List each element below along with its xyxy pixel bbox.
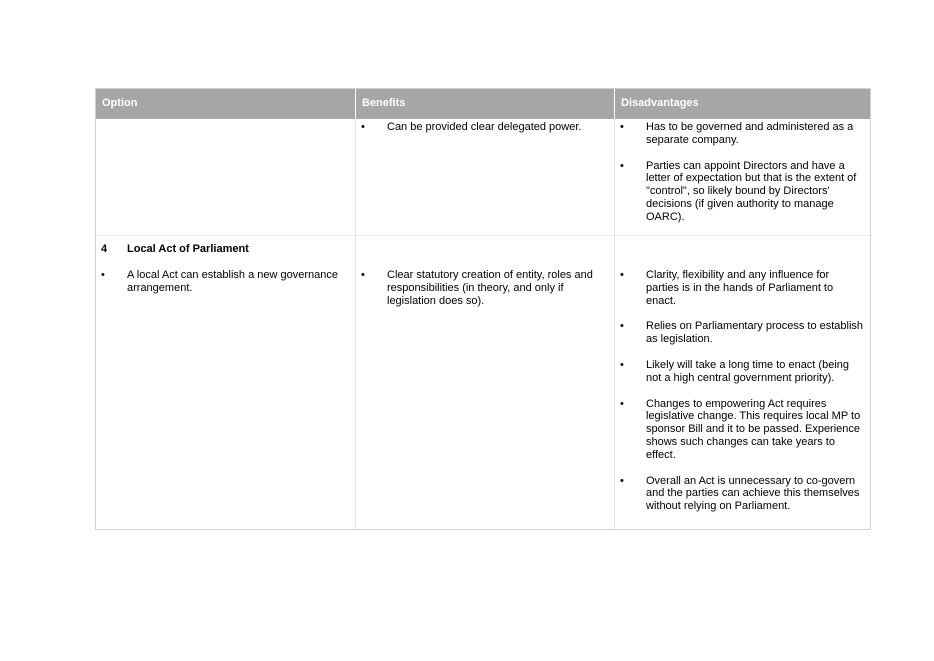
row2-benefits-cell [355, 236, 614, 529]
list-item: • Changes to empowering Act requires legislative change. This requires local MP to sponsor Bill and it to be passed. Experience shows such changes can take years to effect. [620, 397, 861, 461]
header-option: Option [102, 97, 138, 109]
list-item: • Can be provided clear delegated power. [361, 121, 582, 133]
bullet: • [620, 397, 624, 410]
bullet: • [620, 474, 624, 487]
bullet: • [101, 268, 105, 281]
bullet: • [361, 121, 365, 133]
row2-option-cell [96, 236, 355, 529]
bullet: • [620, 320, 624, 333]
row1-option-cell [96, 119, 355, 235]
row2-disadvantages-cell [614, 236, 870, 529]
list-item: • Clear statutory creation of entity, roles and responsibilities (in theory, and only if legislation does so). [361, 269, 593, 307]
list-item: • Parties can appoint Directors and have a letter of expectation but that is the extent of "control", so likely bound by Directors' decisions (if given authority to manage OARC). [620, 159, 857, 223]
list-item: • Likely will take a long time to enact (being not a high central government priority). [620, 358, 849, 384]
list-item: • A local Act can establish a new governance arrangement. [101, 268, 338, 294]
bullet: • [620, 358, 624, 371]
list-item: • Has to be governed and administered as a separate company. [620, 121, 854, 146]
bullet: • [620, 121, 624, 133]
option-number: 4 [101, 243, 108, 255]
header-disadvantages: Disadvantages [614, 89, 870, 119]
table-row [96, 235, 870, 529]
table-header [96, 89, 870, 119]
row1-benefits-cell [355, 119, 614, 235]
list-item: • Clarity, flexibility and any influence for parties is in the hands of Parliament to enact. [620, 269, 834, 307]
options-table [95, 88, 871, 530]
table-row [96, 119, 870, 235]
row1-disadvantages-cell [614, 119, 870, 235]
bullet: • [620, 269, 624, 281]
header-benefits: Benefits [355, 89, 614, 119]
list-item: • Overall an Act is unnecessary to co-govern and the parties can achieve this themselves without relying on Parliament. [620, 474, 860, 513]
list-item: • Relies on Parliamentary process to establish as legislation. [620, 320, 864, 346]
bullet: • [620, 159, 624, 172]
option-title: 4 Local Act of Parliament [101, 243, 249, 255]
bullet: • [361, 269, 365, 281]
